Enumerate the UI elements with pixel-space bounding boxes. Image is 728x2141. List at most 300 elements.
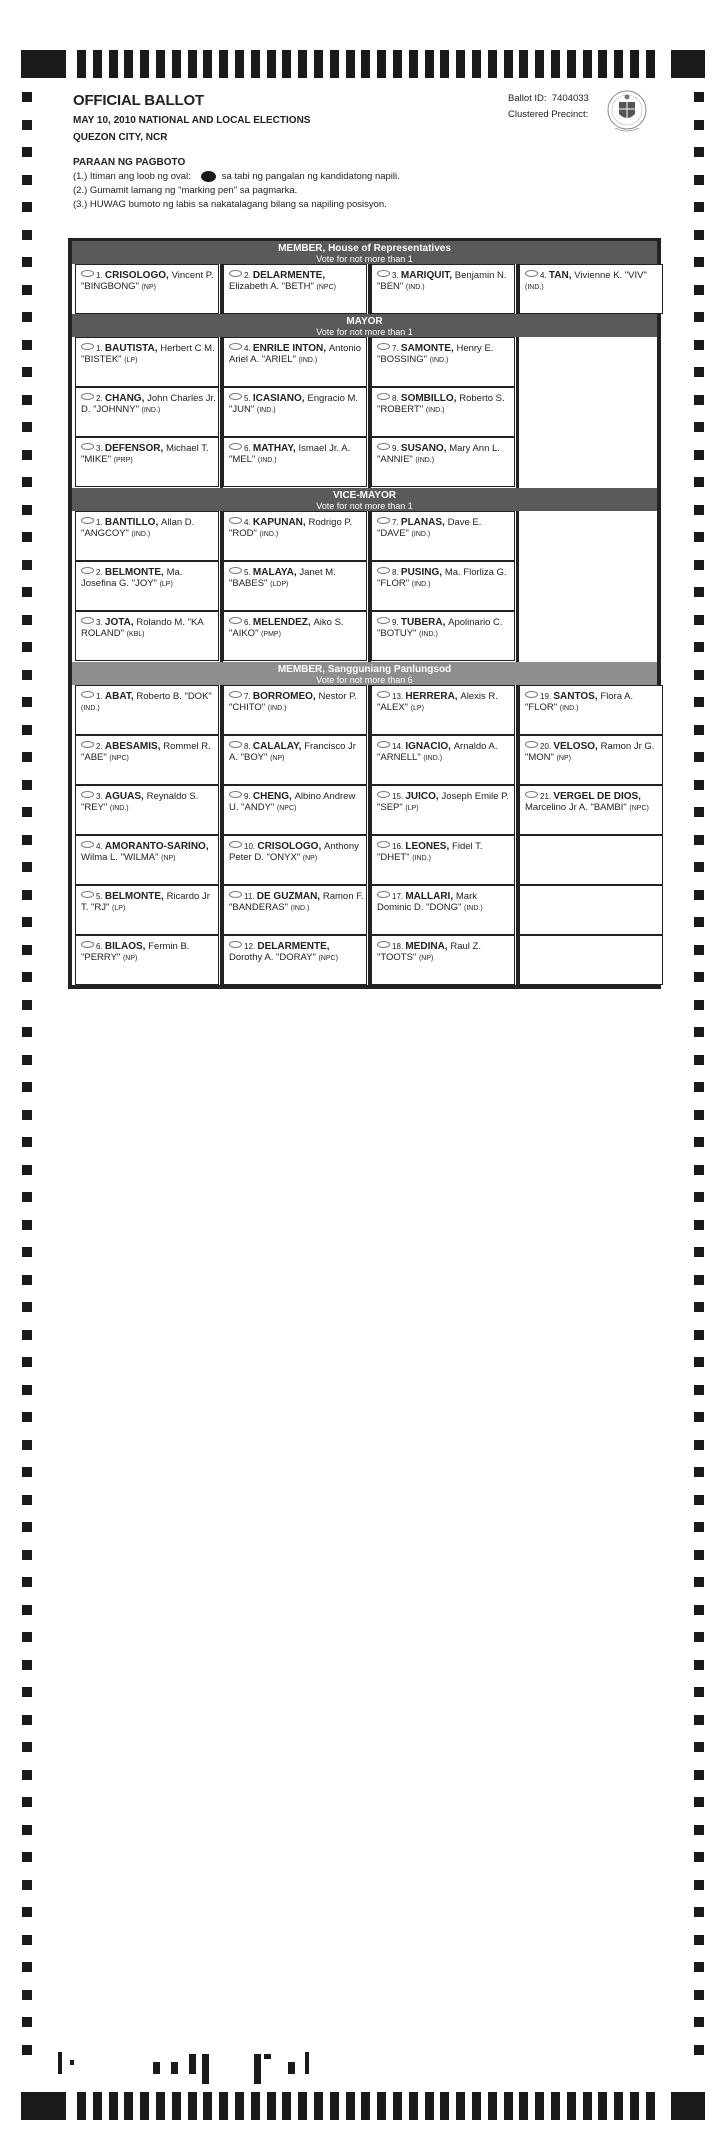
timing-square — [22, 1000, 32, 1010]
timing-square — [694, 862, 704, 872]
candidate-number: 4. — [540, 271, 549, 280]
candidate-last-name: CRISOLOGO, — [257, 841, 325, 852]
candidate-last-name: ICASIANO, — [252, 393, 308, 404]
vote-oval[interactable] — [81, 393, 94, 400]
timing-mark — [409, 2092, 418, 2120]
timing-square — [694, 1055, 704, 1065]
timing-square — [694, 1852, 704, 1862]
timing-mark — [472, 50, 481, 78]
instruction-rule-3: (3.) HUWAG bumoto ng labis sa nakatalagang bilang sa napiling posisyon. — [73, 199, 387, 210]
timing-square — [694, 1605, 704, 1615]
candidate-party: (IND.) — [423, 755, 443, 762]
timing-square — [694, 1330, 704, 1340]
timing-mark — [551, 2092, 560, 2120]
filled-oval-icon — [201, 171, 216, 182]
vote-oval[interactable] — [377, 343, 390, 350]
timing-square — [22, 1825, 32, 1835]
candidate-given-name: Alexis R. "ALEX" — [377, 691, 498, 713]
candidate-last-name: BAUTISTA, — [104, 343, 161, 354]
timing-square — [694, 1385, 704, 1395]
vote-oval[interactable] — [377, 791, 390, 798]
timing-square — [22, 560, 32, 570]
timing-square — [22, 532, 32, 542]
candidate-last-name: MEDINA, — [405, 941, 451, 952]
candidate-last-name: ABESAMIS, — [104, 741, 164, 752]
timing-square — [22, 147, 32, 157]
candidate-last-name: DELARMENTE, — [252, 270, 326, 281]
candidate-last-name: TUBERA, — [400, 617, 449, 628]
vote-oval[interactable] — [229, 343, 242, 350]
timing-square — [22, 1495, 32, 1505]
timing-mark — [551, 50, 560, 78]
candidate-cell — [75, 735, 219, 785]
vote-oval[interactable] — [377, 841, 390, 848]
candidate-number: 2. — [96, 394, 105, 403]
candidate-given-name: Fidel T. "DHET" — [377, 841, 483, 863]
vote-oval[interactable] — [229, 443, 242, 450]
vote-oval[interactable] — [81, 741, 94, 748]
vote-oval[interactable] — [377, 270, 390, 277]
timing-square — [694, 560, 704, 570]
timing-square — [22, 1110, 32, 1120]
candidate-cell — [371, 885, 515, 935]
timing-square — [694, 1632, 704, 1642]
timing-square — [694, 615, 704, 625]
timing-mark — [188, 2092, 197, 2120]
timing-square — [694, 395, 704, 405]
timing-mark — [251, 2092, 260, 2120]
candidate-cell — [223, 337, 367, 387]
candidate-number: 3. — [96, 792, 105, 801]
timing-square — [22, 972, 32, 982]
timing-square — [22, 285, 32, 295]
candidate-last-name: DEFENSOR, — [104, 443, 167, 454]
timing-mark — [267, 50, 276, 78]
timing-square — [22, 752, 32, 762]
timing-mark — [298, 2092, 307, 2120]
timing-mark — [203, 50, 212, 78]
timing-mark — [156, 50, 165, 78]
timing-mark — [330, 50, 339, 78]
timing-mark — [472, 2092, 481, 2120]
candidate-party: (NP) — [418, 955, 434, 962]
candidate-given-name: John Charles Jr. D. "JOHNNY" — [81, 393, 216, 415]
vote-oval[interactable] — [377, 691, 390, 698]
candidate-last-name: SOMBILLO, — [400, 393, 460, 404]
timing-square — [22, 615, 32, 625]
candidate-number: 6. — [96, 942, 105, 951]
timing-square — [22, 120, 32, 130]
timing-mark — [188, 50, 197, 78]
timing-square — [22, 257, 32, 267]
timing-square — [22, 1577, 32, 1587]
candidate-given-name: Raul Z. "TOOTS" — [377, 941, 481, 963]
candidate-party: (PRP) — [113, 457, 133, 464]
candidate-party: (IND.) — [429, 357, 449, 364]
timing-square — [694, 1907, 704, 1917]
candidate-given-name: Roberto S. "ROBERT" — [377, 393, 505, 415]
timing-square — [694, 587, 704, 597]
timing-square — [22, 1880, 32, 1890]
candidate-party: (NPC) — [318, 955, 338, 962]
candidate-party: (NP) — [270, 755, 285, 762]
contest-position: MEMBER, Sangguniang Panlungsod — [277, 664, 452, 675]
candidate-party: (IND.) — [559, 705, 579, 712]
candidate-cell — [371, 685, 515, 735]
timing-mark — [456, 2092, 465, 2120]
timing-square — [22, 835, 32, 845]
candidate-given-name: Engracio M. "JUN" — [229, 393, 359, 415]
timing-mark — [614, 50, 623, 78]
candidate-given-name: Benjamin N. "BEN" — [377, 270, 507, 292]
vote-oval[interactable] — [81, 617, 94, 624]
timing-mark — [21, 2092, 66, 2120]
vote-oval[interactable] — [229, 941, 242, 948]
timing-square — [22, 1330, 32, 1340]
candidate-given-name: Dorothy A. "DORAY" — [229, 952, 319, 963]
timing-square — [22, 1275, 32, 1285]
timing-square — [694, 202, 704, 212]
timing-mark — [77, 2092, 86, 2120]
candidate-party: (IND.) — [411, 531, 431, 538]
timing-square — [694, 1440, 704, 1450]
vote-oval[interactable] — [81, 270, 94, 277]
timing-square — [694, 1935, 704, 1945]
timing-square — [694, 2045, 704, 2055]
timing-square — [694, 147, 704, 157]
candidate-cell — [223, 835, 367, 885]
vote-oval[interactable] — [377, 443, 390, 450]
candidate-number: 6. — [244, 444, 253, 453]
timing-mark — [93, 2092, 102, 2120]
timing-square — [22, 1687, 32, 1697]
timing-square — [694, 1742, 704, 1752]
contest-header — [72, 241, 657, 264]
vote-oval[interactable] — [81, 343, 94, 350]
vote-oval[interactable] — [377, 567, 390, 574]
timing-square — [22, 175, 32, 185]
vote-oval[interactable] — [229, 891, 242, 898]
ballot-form — [68, 238, 661, 989]
timing-square — [22, 945, 32, 955]
timing-square — [22, 670, 32, 680]
timing-square — [694, 450, 704, 460]
timing-square — [694, 1715, 704, 1725]
candidate-cell — [371, 611, 515, 661]
candidate-given-name: Antonio Ariel A. "ARIEL" — [229, 343, 362, 365]
candidate-party: (IND.) — [405, 284, 425, 291]
timing-mark — [456, 50, 465, 78]
timing-square — [22, 780, 32, 790]
barcode-bar — [264, 2054, 271, 2059]
candidate-given-name: Anthony Peter D. "ONYX" — [229, 841, 359, 863]
vote-oval[interactable] — [81, 691, 94, 698]
timing-mark — [671, 50, 705, 78]
timing-square — [22, 422, 32, 432]
candidate-last-name: BORROMEO, — [252, 691, 319, 702]
candidate-last-name: SUSANO, — [400, 443, 450, 454]
candidate-cell — [371, 785, 515, 835]
candidate-last-name: BELMONTE, — [104, 891, 167, 902]
candidate-party: (IND.) — [267, 705, 287, 712]
candidate-cell — [75, 785, 219, 835]
timing-mark — [646, 50, 655, 78]
vote-oval[interactable] — [81, 841, 94, 848]
vote-oval[interactable] — [229, 517, 242, 524]
empty-cell — [519, 835, 663, 885]
candidate-given-name: Elizabeth A. "BETH" — [229, 281, 317, 292]
candidate-party: (PMP) — [261, 631, 281, 638]
candidate-party: (LP) — [405, 805, 419, 812]
timing-square — [22, 367, 32, 377]
timing-mark — [535, 2092, 544, 2120]
vote-oval[interactable] — [377, 393, 390, 400]
candidate-number: 8. — [244, 742, 253, 751]
ballot-barcode — [58, 2050, 348, 2080]
timing-square — [22, 1055, 32, 1065]
timing-mark — [377, 50, 386, 78]
timing-square — [694, 1192, 704, 1202]
candidate-number: 5. — [244, 394, 253, 403]
vote-oval[interactable] — [81, 941, 94, 948]
timing-mark — [567, 50, 576, 78]
barcode-bar — [305, 2052, 309, 2074]
vote-oval[interactable] — [229, 741, 242, 748]
timing-mark — [109, 2092, 118, 2120]
candidate-party: (NPC) — [109, 755, 129, 762]
vote-oval[interactable] — [525, 270, 538, 277]
candidate-given-name: Allan D. "ANGCOY" — [81, 517, 195, 539]
candidate-cell — [371, 387, 515, 437]
timing-square — [694, 92, 704, 102]
timing-square — [22, 1715, 32, 1725]
candidate-given-name: Roberto B. "DOK" — [136, 691, 212, 702]
timing-mark — [440, 2092, 449, 2120]
candidate-given-name: Albino Andrew U. "ANDY" — [229, 791, 356, 813]
candidate-last-name: HERRERA, — [405, 691, 461, 702]
timing-square — [22, 587, 32, 597]
vote-oval[interactable] — [377, 517, 390, 524]
timing-mark — [314, 2092, 323, 2120]
candidate-last-name: IGNACIO, — [405, 741, 454, 752]
candidate-cell — [75, 935, 219, 985]
timing-mark — [614, 2092, 623, 2120]
candidate-cell — [371, 935, 515, 985]
candidate-cell — [75, 835, 219, 885]
candidate-cell — [75, 511, 219, 561]
candidate-number: 13. — [392, 692, 406, 701]
candidate-cell — [223, 561, 367, 611]
vote-oval[interactable] — [525, 791, 538, 798]
timing-square — [694, 477, 704, 487]
timing-square — [694, 1770, 704, 1780]
candidate-given-name: Apolinario C. "BOTUY" — [377, 617, 503, 639]
candidate-given-name: Rodrigo P. "ROD" — [229, 517, 353, 539]
ballot-id-value: 7404033 — [551, 93, 589, 104]
candidate-party: (NPC) — [316, 284, 336, 291]
candidate-last-name: CRISOLOGO, — [104, 270, 172, 281]
vote-oval[interactable] — [81, 443, 94, 450]
timing-mark — [393, 50, 402, 78]
vote-oval[interactable] — [229, 691, 242, 698]
timing-mark — [646, 2092, 655, 2120]
candidate-party: (IND.) — [411, 581, 431, 588]
candidate-party: (IND.) — [257, 457, 277, 464]
candidate-party: (IND.) — [415, 457, 435, 464]
vote-oval[interactable] — [81, 891, 94, 898]
timing-square — [694, 917, 704, 927]
timing-square — [22, 1797, 32, 1807]
candidate-last-name: BANTILLO, — [104, 517, 162, 528]
candidate-given-name: Janet M. "BABES" — [229, 567, 336, 589]
candidate-cell — [519, 264, 663, 314]
candidate-number: 11. — [244, 892, 257, 901]
candidate-party: (IND.) — [290, 905, 310, 912]
timing-mark — [598, 2092, 607, 2120]
candidate-last-name: AGUAS, — [104, 791, 147, 802]
timing-square — [22, 1412, 32, 1422]
candidate-number: 21. — [540, 792, 554, 801]
ballot-id-block — [508, 91, 589, 123]
timing-square — [694, 1247, 704, 1257]
candidate-given-name: Vincent P. "BINGBONG" — [81, 270, 214, 292]
candidate-last-name: PUSING, — [400, 567, 445, 578]
candidate-last-name: MATHAY, — [252, 443, 299, 454]
candidate-last-name: CALALAY, — [252, 741, 305, 752]
timing-square — [694, 2017, 704, 2027]
barcode-bar — [202, 2054, 209, 2084]
timing-square — [694, 312, 704, 322]
candidate-cell — [223, 885, 367, 935]
vote-oval[interactable] — [525, 691, 538, 698]
timing-square — [22, 1962, 32, 1972]
barcode-bar — [70, 2060, 74, 2065]
timing-square — [22, 1220, 32, 1230]
vote-oval[interactable] — [229, 617, 242, 624]
candidate-cell — [223, 264, 367, 314]
candidate-cell — [75, 685, 219, 735]
timing-square — [694, 1110, 704, 1120]
timing-square — [22, 697, 32, 707]
timing-square — [22, 917, 32, 927]
timing-square — [694, 1522, 704, 1532]
candidate-last-name: CHANG, — [104, 393, 148, 404]
candidate-last-name: MALLARI, — [405, 891, 456, 902]
timing-square — [694, 697, 704, 707]
vote-oval[interactable] — [377, 891, 390, 898]
vote-oval[interactable] — [81, 567, 94, 574]
vote-oval[interactable] — [525, 741, 538, 748]
barcode-bar — [58, 2052, 62, 2074]
timing-square — [694, 1990, 704, 2000]
timing-mark — [361, 50, 370, 78]
timing-mark — [488, 2092, 497, 2120]
candidate-number: 3. — [392, 271, 401, 280]
timing-mark — [235, 2092, 244, 2120]
candidate-cell — [75, 264, 219, 314]
timing-square — [694, 670, 704, 680]
timing-square — [694, 1000, 704, 1010]
timing-square — [22, 862, 32, 872]
vote-oval[interactable] — [377, 617, 390, 624]
candidate-given-name: Dave E. "DAVE" — [377, 517, 482, 539]
timing-square — [22, 92, 32, 102]
timing-square — [22, 1440, 32, 1450]
candidate-party: (LDP) — [270, 581, 289, 588]
candidate-cell — [75, 437, 219, 487]
timing-mark — [519, 2092, 528, 2120]
timing-square — [22, 807, 32, 817]
timing-mark — [124, 50, 133, 78]
candidate-last-name: ENRILE INTON, — [252, 343, 329, 354]
candidate-cell — [223, 511, 367, 561]
candidate-number: 8. — [392, 394, 401, 403]
contest-position: MEMBER, House of Representatives — [278, 243, 451, 254]
contest-header — [72, 662, 657, 685]
vote-oval[interactable] — [81, 791, 94, 798]
candidate-number: 5. — [96, 892, 105, 901]
candidate-cell — [519, 685, 663, 735]
timing-square — [694, 285, 704, 295]
timing-mark — [156, 2092, 165, 2120]
instructions-title: PARAAN NG PAGBOTO — [73, 157, 186, 168]
candidate-party: (IND.) — [256, 407, 276, 414]
candidate-given-name: Reynaldo S. "REY" — [81, 791, 199, 813]
candidate-given-name: Joseph Emile P. "SEP" — [377, 791, 509, 813]
candidate-party: (KBL) — [126, 631, 145, 638]
timing-square — [694, 972, 704, 982]
timing-mark — [172, 2092, 181, 2120]
timing-square — [694, 642, 704, 652]
timing-square — [22, 1550, 32, 1560]
candidate-number: 1. — [96, 518, 105, 527]
vote-oval[interactable] — [229, 841, 242, 848]
candidate-party: (NP) — [302, 855, 318, 862]
ballot-title: OFFICIAL BALLOT — [73, 92, 204, 109]
candidate-last-name: SAMONTE, — [400, 343, 457, 354]
candidate-cell — [223, 785, 367, 835]
candidate-number: 16. — [392, 842, 406, 851]
candidate-cell — [223, 735, 367, 785]
vote-oval[interactable] — [229, 393, 242, 400]
candidate-party: (IND.) — [425, 407, 445, 414]
vote-oval[interactable] — [229, 791, 242, 798]
timing-square — [694, 780, 704, 790]
precinct-label: Clustered Precinct: — [508, 109, 589, 120]
candidate-last-name: JOTA, — [104, 617, 137, 628]
timing-square — [22, 890, 32, 900]
timing-square — [694, 835, 704, 845]
candidate-cell — [223, 437, 367, 487]
vote-oval[interactable] — [377, 941, 390, 948]
timing-square — [22, 450, 32, 460]
vote-oval[interactable] — [229, 567, 242, 574]
candidate-number: 7. — [244, 692, 253, 701]
candidate-given-name: Rolando M. "KA ROLAND" — [81, 617, 204, 639]
candidate-number: 9. — [244, 792, 253, 801]
vote-oval[interactable] — [377, 741, 390, 748]
contest-instruction: Vote for not more than 1 — [316, 327, 413, 337]
candidate-cell — [223, 387, 367, 437]
candidate-cell — [223, 685, 367, 735]
vote-oval[interactable] — [81, 517, 94, 524]
timing-square — [694, 257, 704, 267]
candidate-party: (IND.) — [259, 531, 279, 538]
vote-oval[interactable] — [229, 270, 242, 277]
candidate-given-name: Ramon Jr G. "MON" — [525, 741, 655, 763]
timing-square — [22, 1935, 32, 1945]
timing-square — [694, 1302, 704, 1312]
